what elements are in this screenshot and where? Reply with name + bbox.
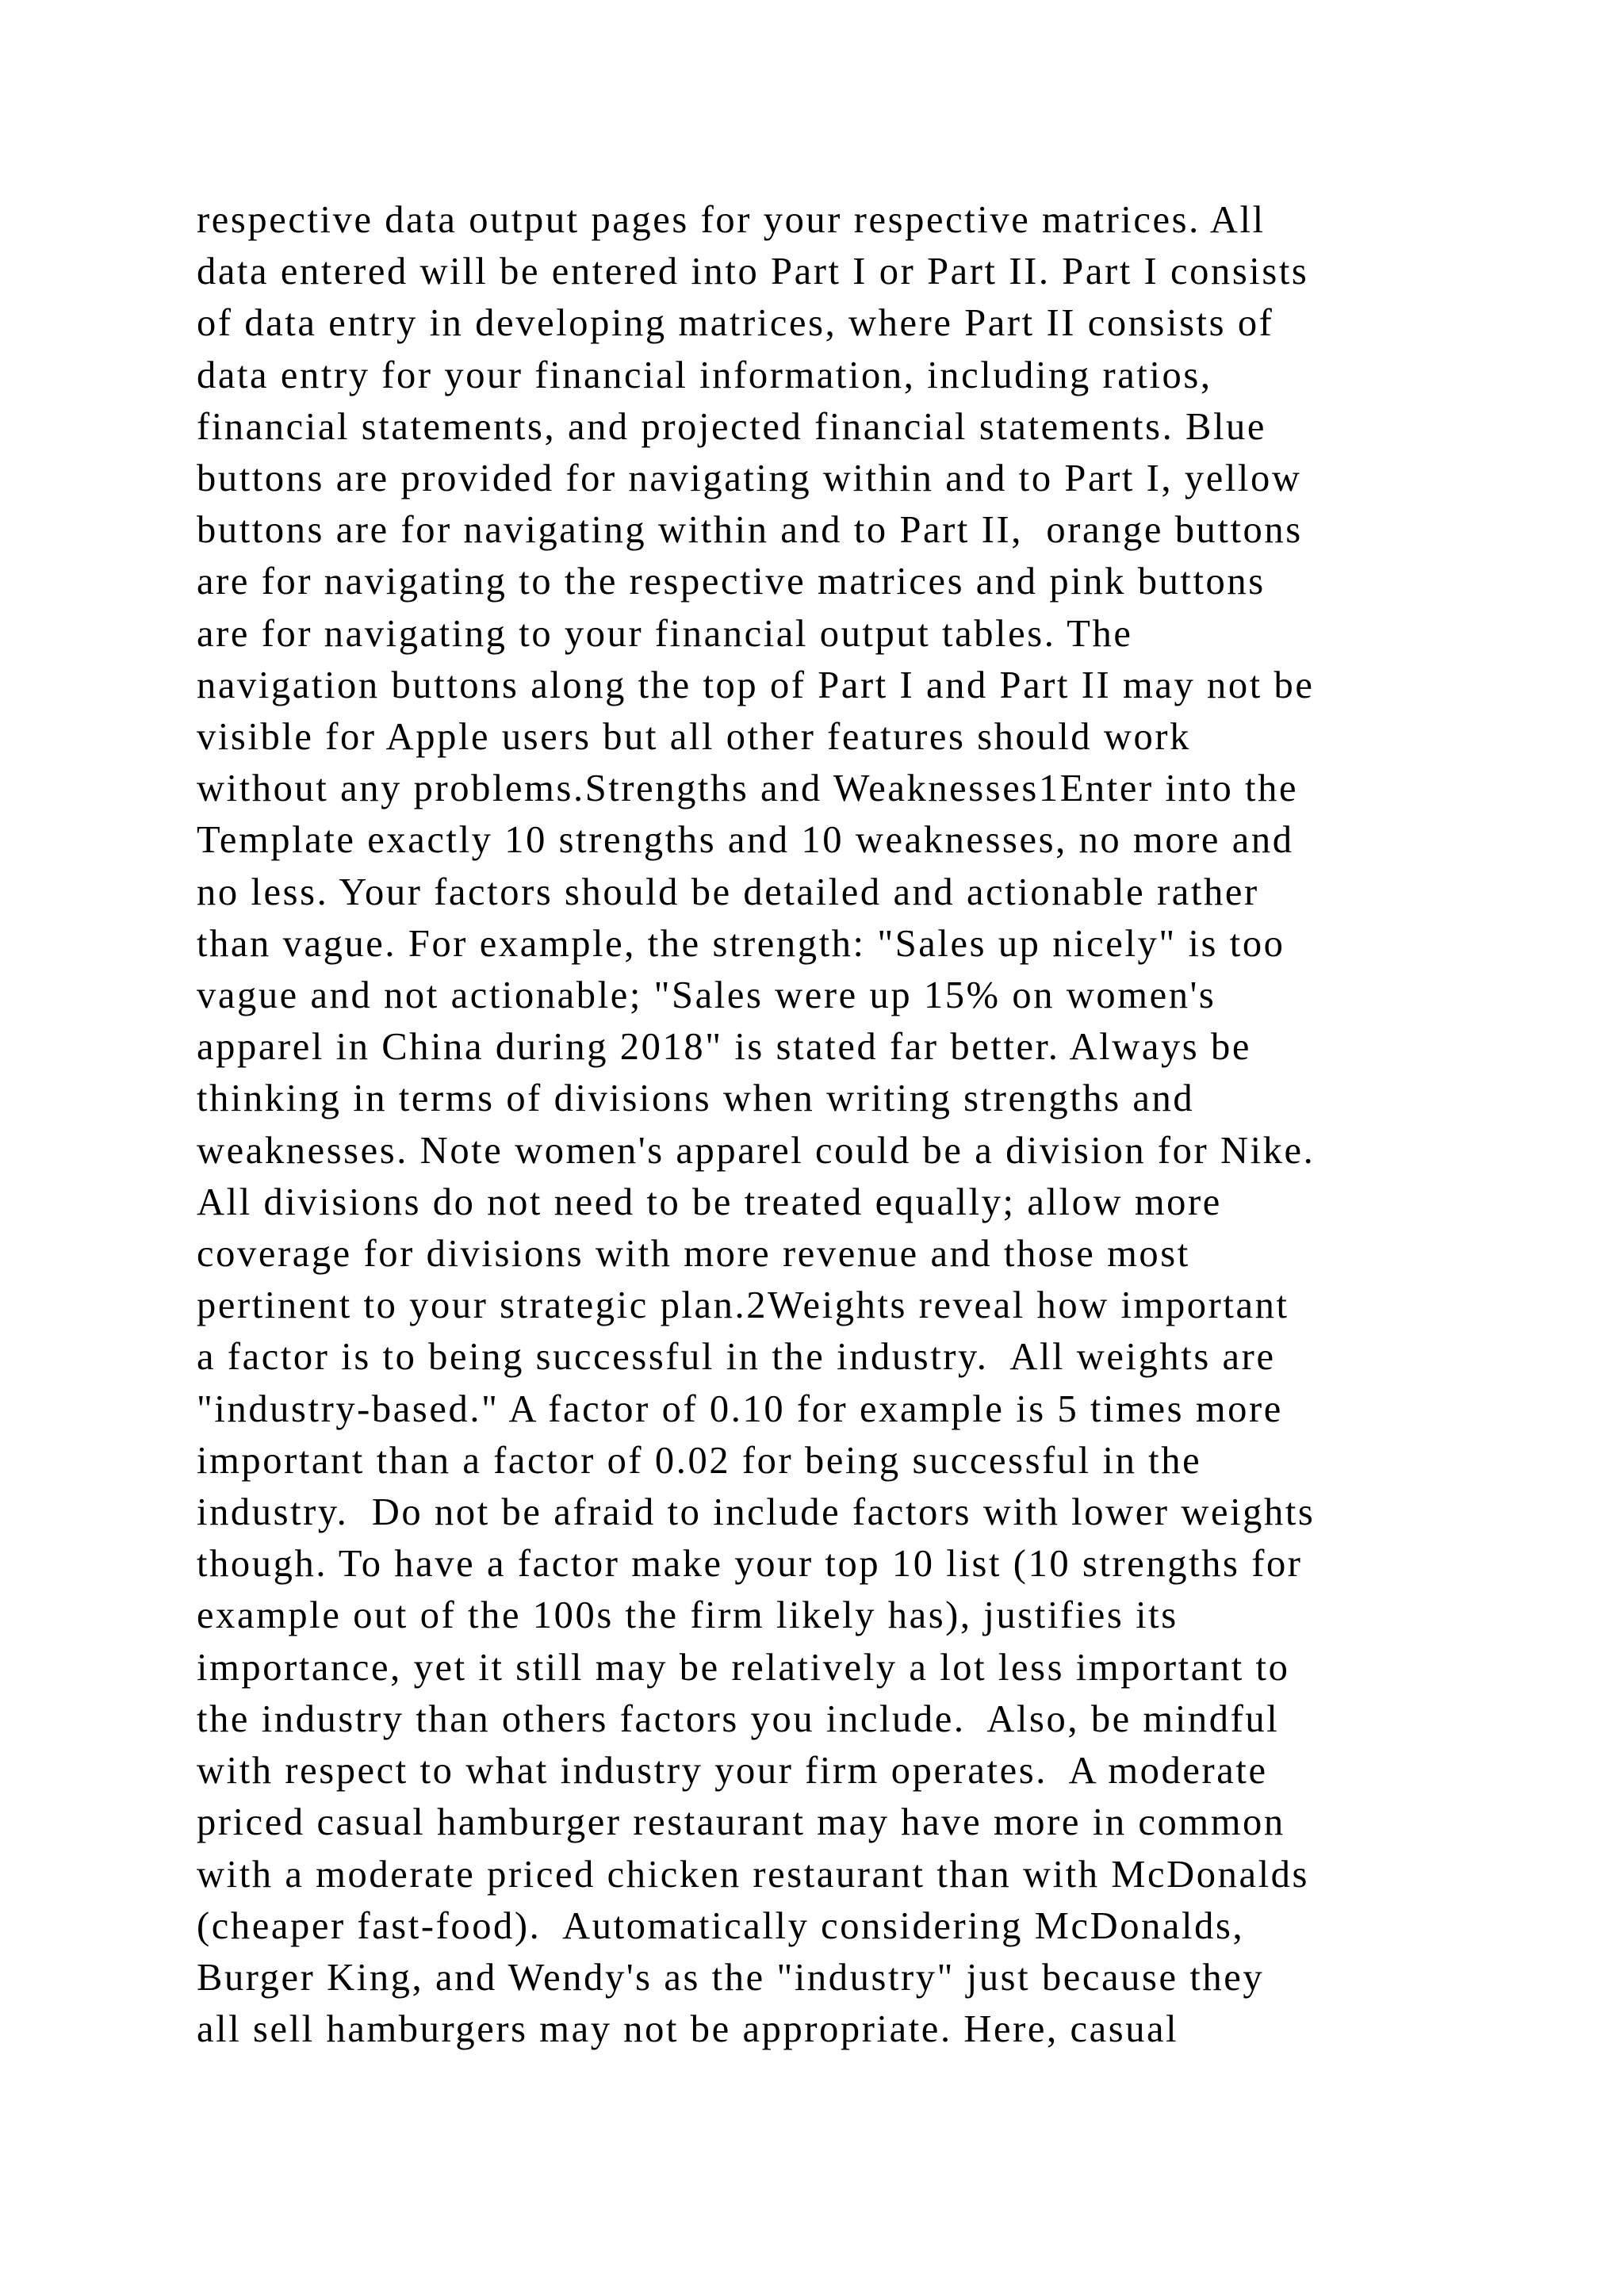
text-line: respective data output pages for your respective matrices. All xyxy=(197,199,1266,241)
text-line: "industry-based." A factor of 0.10 for example is 5 times more xyxy=(197,1387,1283,1430)
text-line: without any problems.Strengths and Weaknesses1Enter into the xyxy=(197,767,1299,810)
text-line: pertinent to your strategic plan.2Weights reveal how important xyxy=(197,1284,1289,1327)
text-line: data entry for your financial information, including ratios, xyxy=(197,354,1212,396)
text-line: example out of the 100s the firm likely has), justifies its xyxy=(197,1594,1178,1637)
text-line: than vague. For example, the strength: "Sales up nicely" is too xyxy=(197,922,1285,965)
text-line: buttons are for navigating within and to Part II, orange buttons xyxy=(197,509,1303,552)
text-line: weaknesses. Note women's apparel could be a division for Nike. xyxy=(197,1129,1316,1172)
body-text xyxy=(197,194,1481,2055)
text-line: important than a factor of 0.02 for being successful in the xyxy=(197,1439,1202,1482)
text-line: are for navigating to your financial output tables. The xyxy=(197,612,1133,655)
text-line: financial statements, and projected financial statements. Blue xyxy=(197,405,1267,448)
text-line: apparel in China during 2018" is stated far better. Always be xyxy=(197,1026,1251,1069)
text-line: of data entry in developing matrices, where Part II consists of xyxy=(197,302,1274,345)
text-line: visible for Apple users but all other features should work xyxy=(197,716,1191,759)
text-line: are for navigating to the respective matrices and pink buttons xyxy=(197,561,1266,603)
text-line: all sell hamburgers may not be appropriate. Here, casual xyxy=(197,2008,1179,2051)
text-line: data entered will be entered into Part I or Part II. Part I consists xyxy=(197,251,1309,293)
text-line: Burger King, and Wendy's as the "industry" just because they xyxy=(197,1956,1265,1999)
text-line: coverage for divisions with more revenue and those most xyxy=(197,1233,1190,1276)
text-line: a factor is to being successful in the industry. All weights are xyxy=(197,1336,1276,1379)
text-line: no less. Your factors should be detailed and actionable rather xyxy=(197,871,1259,913)
text-line: importance, yet it still may be relatively a lot less important to xyxy=(197,1646,1290,1689)
text-line: Template exactly 10 strengths and 10 weaknesses, no more and xyxy=(197,819,1294,862)
text-line: buttons are provided for navigating within and to Part I, yellow xyxy=(197,457,1302,500)
text-line: priced casual hamburger restaurant may have more in common xyxy=(197,1801,1285,1844)
text-line: vague and not actionable; "Sales were up 15% on women's xyxy=(197,974,1216,1017)
text-line: with a moderate priced chicken restaurant than with McDonalds xyxy=(197,1853,1309,1896)
text-line: thinking in terms of divisions when writing strengths and xyxy=(197,1077,1195,1120)
text-line: (cheaper fast-food). Automatically considering McDonalds, xyxy=(197,1904,1245,1947)
text-line: the industry than others factors you include. Also, be mindful xyxy=(197,1697,1280,1740)
text-line: All divisions do not need to be treated equally; allow more xyxy=(197,1181,1222,1223)
text-line: industry. Do not be afraid to include factors with lower weights xyxy=(197,1491,1316,1534)
text-line: navigation buttons along the top of Part I and Part II may not be xyxy=(197,664,1315,706)
text-line: with respect to what industry your firm operates. A moderate xyxy=(197,1750,1268,1793)
text-line: though. To have a factor make your top 10 list (10 strengths for xyxy=(197,1543,1303,1586)
